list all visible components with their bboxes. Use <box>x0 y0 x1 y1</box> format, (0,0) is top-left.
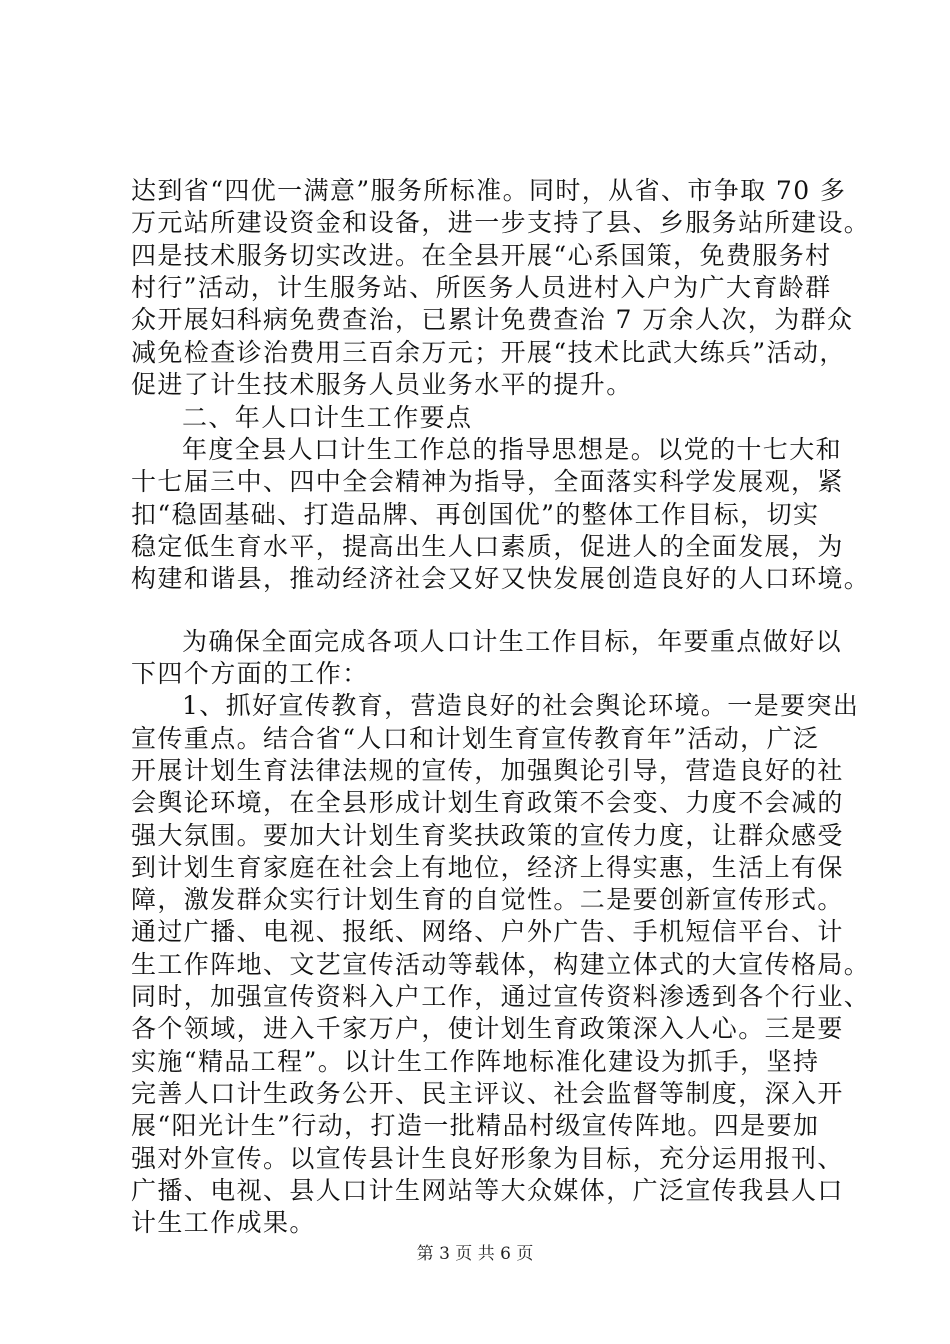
text-line: 强大氛围。要加大计划生育奖扶政策的宣传力度，让群众感受 <box>131 821 844 850</box>
text-line: 万元站所建设资金和设备，进一步支持了县、乡服务站所建设。 <box>131 208 871 237</box>
text-line: 到计划生育家庭在社会上有地位，经济上得实惠，生活上有保 <box>131 853 844 882</box>
text-line: 会舆论环境，在全县形成计划生育政策不会变、力度不会减的 <box>131 788 844 817</box>
text-line: 障，激发群众实行计划生育的自觉性。二是要创新宣传形式。 <box>131 885 844 914</box>
text-line: 广播、电视、县人口计生网站等大众媒体，广泛宣传我县人口 <box>131 1176 844 1205</box>
text-line: 宣传重点。结合省“人口和计划生育宣传教育年”活动，广泛 <box>131 724 820 753</box>
text-line: 通过广播、电视、报纸、网络、户外广告、手机短信平台、计 <box>131 917 844 946</box>
text-line: 各个领域，进入千家万户，使计划生育政策深入人心。三是要 <box>131 1014 844 1043</box>
paragraph-start: 为确保全面完成各项人口计生工作目标，年要重点做好以 <box>182 627 843 656</box>
text-line: 强对外宣传。以宣传县计生良好形象为目标，充分运用报刊、 <box>131 1144 844 1173</box>
text-line: 促进了计生技术服务人员业务水平的提升。 <box>131 370 633 399</box>
text-line: 十七届三中、四中全会精神为指导，全面落实科学发展观，紧 <box>131 467 844 496</box>
text-line: 构建和谐县，推动经济社会又好又快发展创造良好的人口环境。 <box>131 564 871 593</box>
text-line: 稳定低生育水平，提高出生人口素质，促进人的全面发展，为 <box>131 532 844 561</box>
text-line: 达到省“四优一满意”服务所标准。同时，从省、市争取 70 多 <box>131 176 847 205</box>
text-line: 众开展妇科病免费查治，已累计免费查治 7 万余人次，为群众 <box>131 305 854 334</box>
paragraph-start: 年度全县人口计生工作总的指导思想是。以党的十七大和 <box>182 435 843 464</box>
text-line: 村行”活动，计生服务站、所医务人员进村入户为广大育龄群 <box>131 273 832 302</box>
section-heading: 二、年人口计生工作要点 <box>182 403 473 432</box>
text-line: 计生工作成果。 <box>131 1208 316 1237</box>
text-line: 减免检查诊治费用三百余万元；开展“技术比武大练兵”活动， <box>131 338 846 367</box>
text-line: 下四个方面的工作： <box>131 659 369 688</box>
text-line: 扣“稳固基础、打造品牌、再创国优”的整体工作目标，切实 <box>131 500 820 529</box>
text-line: 展“阳光计生”行动，打造一批精品村级宣传阵地。四是要加 <box>131 1111 820 1140</box>
page-number-footer: 第 3 页 共 6 页 <box>416 1244 534 1264</box>
text-line: 四是技术服务切实改进。在全县开展“心系国策，免费服务村 <box>131 241 832 270</box>
paragraph-start: 1、抓好宣传教育，营造良好的社会舆论环境。一是要突出 <box>182 691 860 720</box>
text-line: 实施“精品工程”。以计生工作阵地标准化建设为抓手，坚持 <box>131 1047 820 1076</box>
text-line: 同时，加强宣传资料入户工作，通过宣传资料渗透到各个行业、 <box>131 982 871 1011</box>
text-line: 完善人口计生政务公开、民主评议、社会监督等制度，深入开 <box>131 1079 844 1108</box>
text-line: 开展计划生育法律法规的宣传，加强舆论引导，营造良好的社 <box>131 756 844 785</box>
text-line: 生工作阵地、文艺宣传活动等载体，构建立体式的大宣传格局。 <box>131 950 871 979</box>
